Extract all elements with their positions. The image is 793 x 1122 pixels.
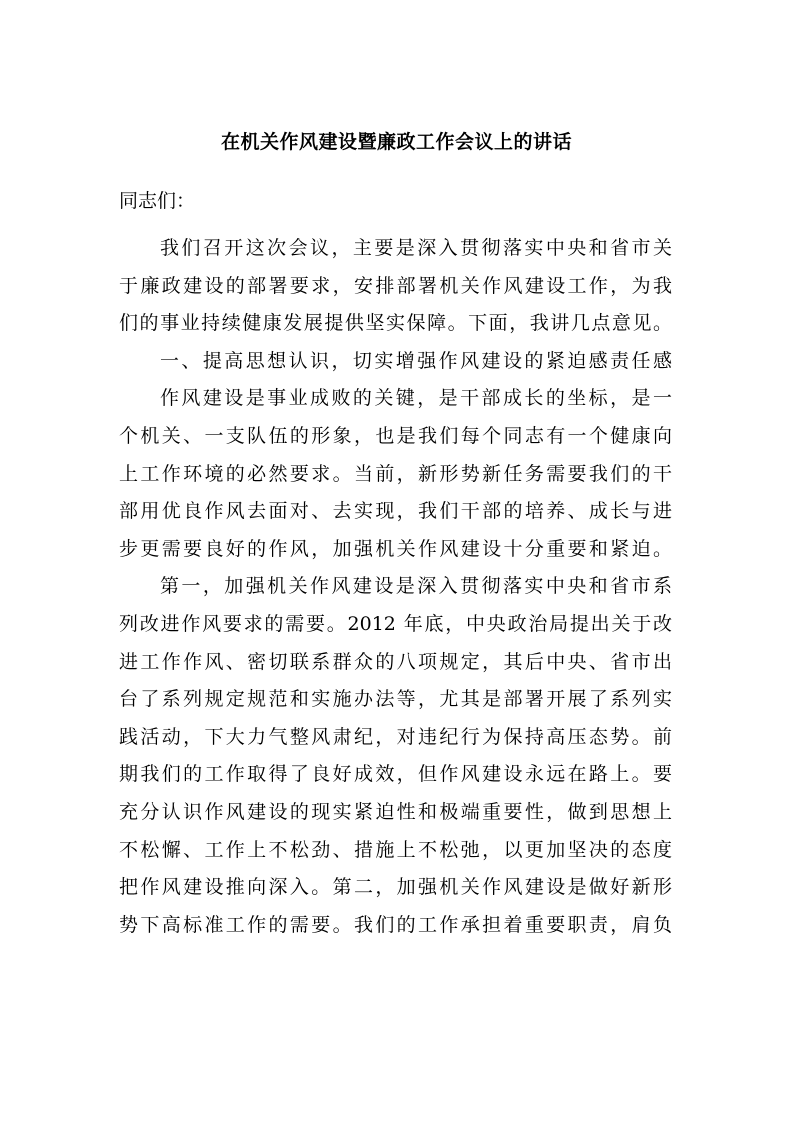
body-line: 步更需要良好的作风，加强机关作风建设十分重要和紧迫。 — [119, 538, 672, 560]
body-line: 把作风建设推向深入。第二，加强机关作风建设是做好新形 — [119, 876, 672, 898]
body-line: 于廉政建设的部署要求，安排部署机关作风建设工作，为我 — [119, 275, 672, 297]
body-line: 台了系列规定规范和实施办法等，尤其是部署开展了系列实 — [119, 688, 672, 710]
body-line: 进工作作风、密切联系群众的八项规定，其后中央、省市出 — [119, 651, 672, 673]
salutation: 同志们： — [119, 190, 196, 212]
body-line: 充分认识作风建设的现实紧迫性和极端重要性，做到思想上 — [119, 801, 672, 823]
body-line: 个机关、一支队伍的形象，也是我们每个同志有一个健康向 — [119, 425, 672, 447]
body-line: 列改进作风要求的需要。2012 年底，中央政治局提出关于改 — [119, 613, 672, 635]
body-line: 期我们的工作取得了良好成效，但作风建设永远在路上。要 — [119, 763, 672, 785]
body-line: 一、提高思想认识，切实增强作风建设的紧迫感责任感 — [160, 350, 672, 372]
body-line: 部用优良作风去面对、去实现，我们干部的培养、成长与进 — [119, 500, 672, 522]
body-line: 践活动，下大力气整风肃纪，对违纪行为保持高压态势。前 — [119, 726, 672, 748]
body-line: 势下高标准工作的需要。我们的工作承担着重要职责，肩负 — [119, 914, 672, 936]
body-line: 们的事业持续健康发展提供坚实保障。下面，我讲几点意见。 — [119, 312, 672, 334]
body-line: 作风建设是事业成败的关键，是干部成长的坐标，是一 — [160, 387, 672, 409]
body-line: 不松懈、工作上不松劲、措施上不松弛，以更加坚决的态度 — [119, 839, 672, 861]
body-line: 第一，加强机关作风建设是深入贯彻落实中央和省市系 — [160, 575, 672, 597]
document-title: 在机关作风建设暨廉政工作会议上的讲话 — [220, 131, 572, 153]
body-line: 上工作环境的必然要求。当前，新形势新任务需要我们的干 — [119, 463, 672, 485]
body-line: 我们召开这次会议，主要是深入贯彻落实中央和省市关 — [160, 237, 672, 259]
